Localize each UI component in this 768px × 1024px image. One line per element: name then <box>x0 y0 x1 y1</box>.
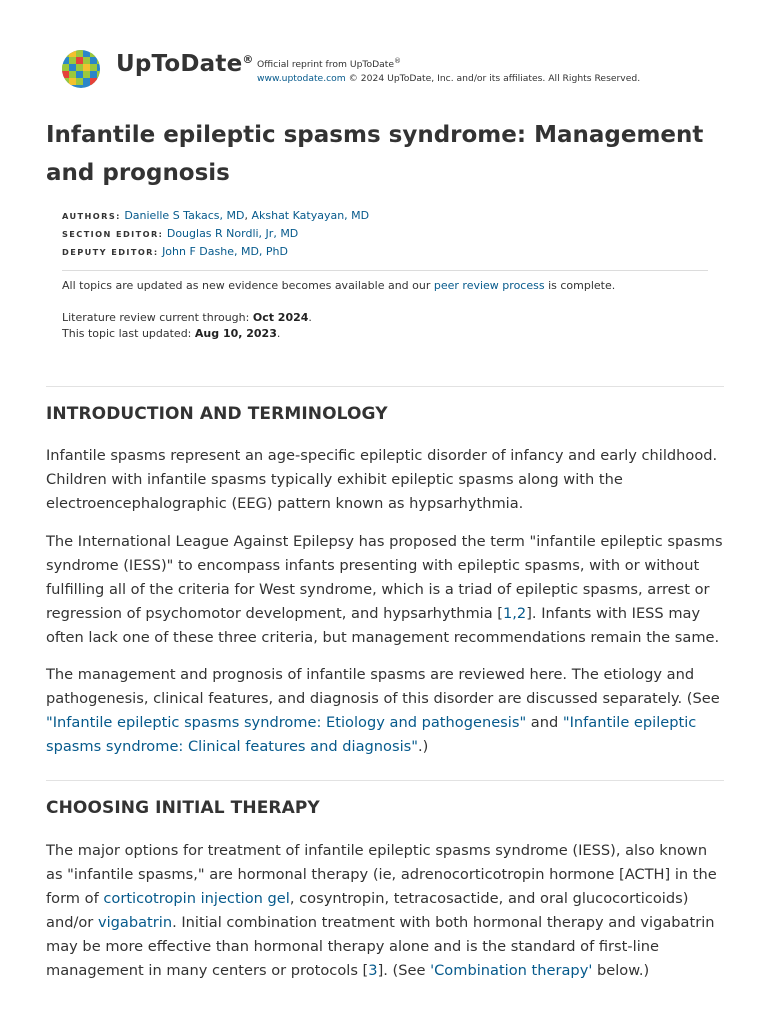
author-link-katyayan[interactable]: Akshat Katyayan, MD <box>251 209 370 222</box>
review-dates <box>62 310 712 342</box>
combination-therapy-link[interactable]: 'Combination therapy' <box>430 962 593 979</box>
review-notice: All topics are updated as new evidence becomes available and our peer review process is complete. <box>62 279 616 292</box>
last-updated-date: This topic last updated: Aug 10, 2023. <box>62 327 281 340</box>
authors-block: AUTHORS: Danielle S Takacs, MD, Akshat Katyayan, MD SECTION EDITOR: Douglas R Nordli, Jr, MD DEPUTY EDITOR: John F Dashe, MD, PhD <box>62 209 370 258</box>
deputy-editor-label: DEPUTY EDITOR: <box>62 247 159 257</box>
section-editor-link[interactable]: Douglas R Nordli, Jr, MD <box>166 227 299 240</box>
intro-paragraph-2: The International League Against Epilepsy has proposed the term "infantile epileptic spasms syndrome (IESS)" to encompass infants presenting with epileptic spasms, with or without fulfilling all of the criteria for West syndrome, which is a triad of epileptic spasms, arrest or regression of psychomotor development, and hypsarhythmia [1,2]. Infants with IESS may often lack one of these three criteria, but management recommendations remain the same. <box>46 533 723 646</box>
clinical-features-topic-link[interactable]: "Infantile epileptic spasms syndrome: Clinical features and diagnosis" <box>46 714 697 755</box>
reference-link-1-2[interactable]: 1,2 <box>503 605 527 622</box>
reprint-header <box>60 46 720 90</box>
brand-name: UpToDate® <box>116 51 254 77</box>
uptodate-logo-icon <box>60 48 102 90</box>
page-title: Infantile epileptic spasms syndrome: Management and prognosis <box>46 122 704 186</box>
etiology-topic-link[interactable]: "Infantile epileptic spasms syndrome: Etiology and pathogenesis" <box>46 714 527 731</box>
section-divider <box>46 780 724 781</box>
reference-link-3[interactable]: 3 <box>368 962 378 979</box>
intro-paragraph-1: Infantile spasms represent an age-specific epileptic disorder of infancy and early childhood. Children with infantile spasms typically exhibit epileptic spasms along with the electroencephalographic (EEG) pattern known as hypsarhythmia. <box>46 447 718 512</box>
section-heading-initial-therapy: CHOOSING INITIAL THERAPY <box>46 798 320 818</box>
author-link-takacs[interactable]: Danielle S Takacs, MD <box>124 209 245 222</box>
section-heading-introduction: INTRODUCTION AND TERMINOLOGY <box>46 404 388 424</box>
section-editor-label: SECTION EDITOR: <box>62 229 164 239</box>
intro-paragraph-3: The management and prognosis of infantile spasms are reviewed here. The etiology and pathogenesis, clinical features, and diagnosis of this disorder are discussed separately. (See "Infantile epileptic spasms syndrome: Etiology and pathogenesis" and "Infantile epileptic spasms syndrome: Clinical features and diagnosis".) <box>46 666 720 755</box>
authors-label: AUTHORS: <box>62 211 121 221</box>
divider <box>62 270 708 271</box>
uptodate-site-link[interactable]: www.uptodate.com <box>257 73 346 85</box>
peer-review-link[interactable]: peer review process <box>433 279 545 292</box>
vigabatrin-drug-link[interactable]: vigabatrin <box>97 914 173 931</box>
therapy-paragraph-1: The major options for treatment of infantile epileptic spasms syndrome (IESS), also known as "infantile spasms," are hormonal therapy (ie, adrenocorticotropin hormone [ACTH] in the form of corticotropin injection gel, cosyntropin, tetracosactide, and oral glucocorticoids) and/or vigabatrin. Initial combination treatment with both hormonal therapy and vigabatrin may be more effective than hormonal therapy alone and is the standard of first-line management in many centers or protocols [3]. (See 'Combination therapy' below.) <box>46 842 717 979</box>
literature-review-date: Literature review current through: Oct 2024. <box>62 311 312 324</box>
deputy-editor-link[interactable]: John F Dashe, MD, PhD <box>162 245 289 258</box>
corticotropin-drug-link[interactable]: corticotropin injection gel <box>103 890 290 907</box>
reprint-notice: Official reprint from UpToDate® www.uptodate.com © 2024 UpToDate, Inc. and/or its affiliates. All Rights Reserved. <box>257 57 641 85</box>
section-divider <box>46 386 724 387</box>
